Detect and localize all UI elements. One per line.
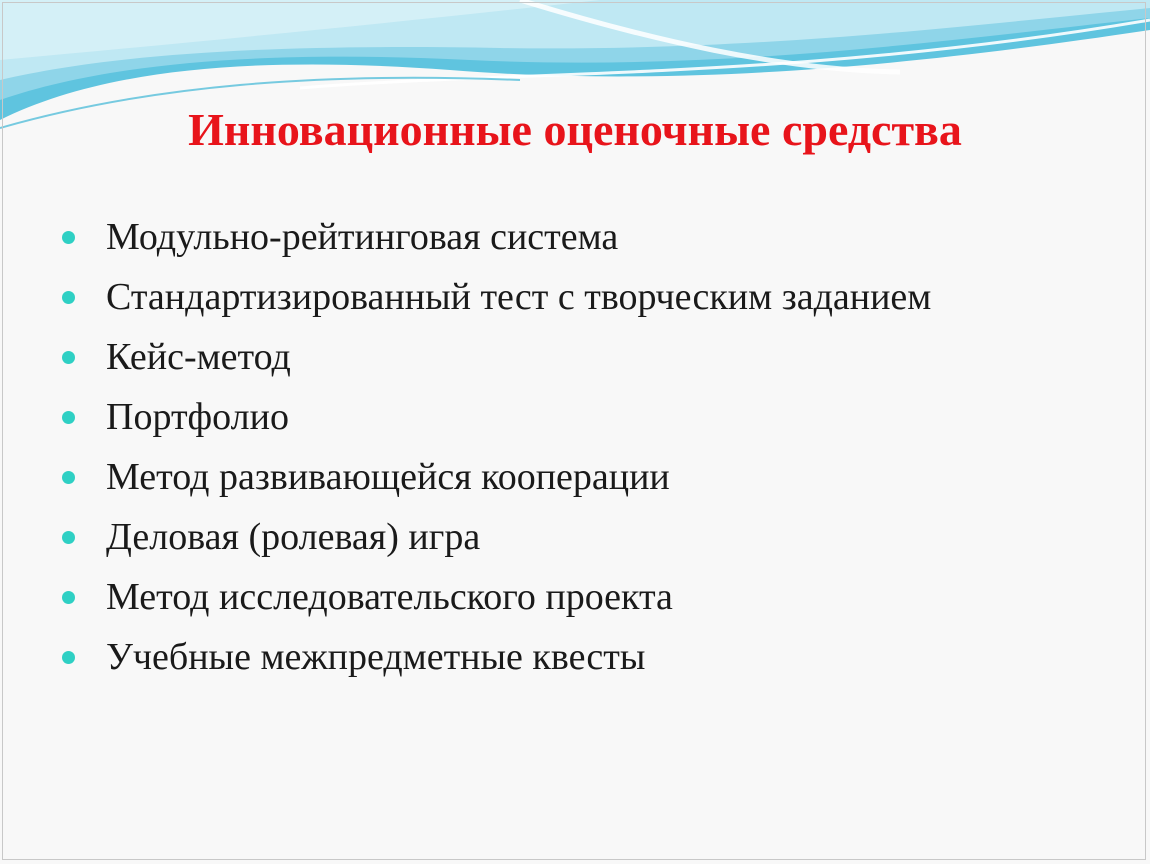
dot-bullet-icon xyxy=(62,231,75,244)
list-item-text: Кейс-метод xyxy=(106,336,291,378)
slide-title: Инновационные оценочные средства xyxy=(188,104,962,155)
list-item-text: Модульно-рейтинговая система xyxy=(106,216,619,258)
list-item-text: Метод развивающейся кооперации xyxy=(106,456,670,498)
list-item xyxy=(62,391,942,443)
dot-bullet-icon xyxy=(62,351,75,364)
list-item xyxy=(62,631,942,683)
list-item-text: Портфолио xyxy=(106,396,289,438)
list-item xyxy=(62,511,942,563)
bullet-list xyxy=(62,211,942,691)
list-item-text: Деловая (ролевая) игра xyxy=(106,516,481,558)
list-item xyxy=(62,571,942,623)
list-item-text: Метод исследовательского проекта xyxy=(106,576,673,618)
list-item-text: Стандартизированный тест с творческим заданием xyxy=(106,276,932,318)
list-item xyxy=(62,271,942,323)
list-item-text: Учебные межпредметные квесты xyxy=(106,636,646,678)
dot-bullet-icon xyxy=(62,651,75,664)
dot-bullet-icon xyxy=(62,471,75,484)
list-item xyxy=(62,331,942,383)
list-item xyxy=(62,451,942,503)
dot-bullet-icon xyxy=(62,411,75,424)
dot-bullet-icon xyxy=(62,591,75,604)
dot-bullet-icon xyxy=(62,531,75,544)
list-item xyxy=(62,211,942,263)
dot-bullet-icon xyxy=(62,291,75,304)
